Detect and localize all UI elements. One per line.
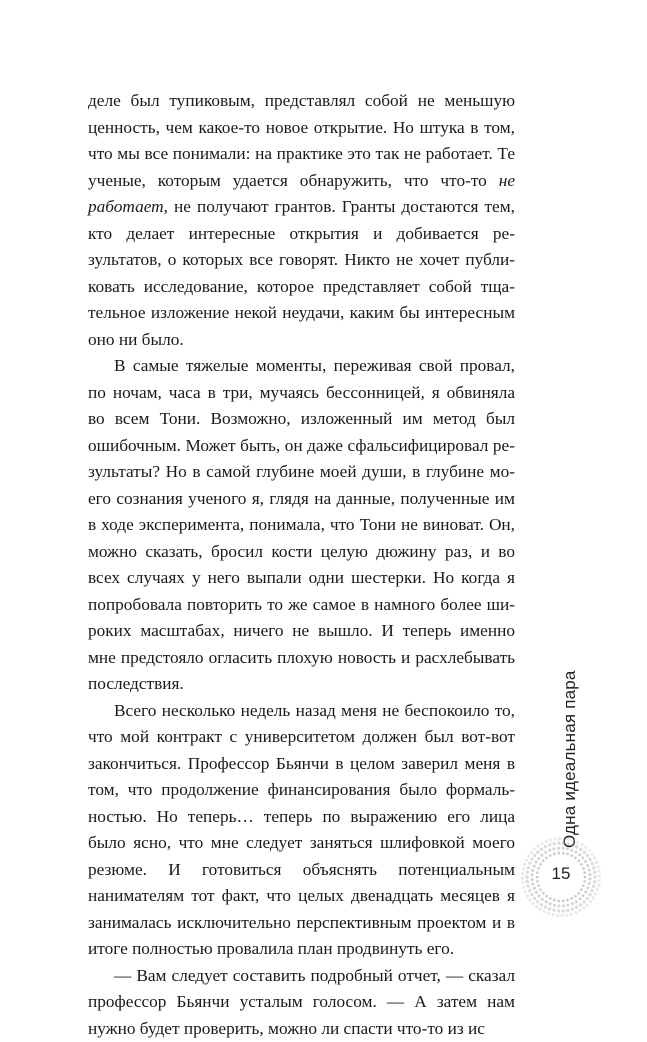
- ornament-dot: [553, 904, 556, 907]
- ornament-dot: [583, 851, 586, 854]
- ornament-dot: [553, 853, 556, 856]
- paragraph-3: Всего несколько недель назад меня не беспокоило то, что мой контракт с университетом должен был вот-вот закончиться. Профессор Бьянчи в целом заверил меня в том, что продолжение финансирования было формальностью. Но теперь… теперь по выражению его лица было ясно, что мне следует заняться шлифовкой моего резюме. И готовиться объяснять потенциальным нанимателям тот факт, что целых двенадцать месяцев я занималась исключительно перспективным проектом и в итоге полностью провалила план продвинуть его.: [88, 698, 515, 963]
- ornament-dot: [570, 854, 573, 857]
- ornament-dot: [582, 900, 585, 903]
- ornament-dot: [566, 853, 569, 856]
- ornament-dot: [526, 894, 529, 897]
- ornament-dot: [574, 851, 577, 854]
- body-text: [88, 88, 515, 1042]
- ornament-dot: [544, 851, 547, 854]
- ornament-dot: [549, 897, 552, 900]
- ornament-dot: [589, 900, 592, 903]
- ornament-dot: [545, 857, 548, 860]
- ornament-dot: [576, 841, 579, 844]
- ornament-dot: [582, 906, 585, 909]
- ornament-dot: [544, 905, 547, 908]
- ornament-dot: [554, 837, 557, 840]
- ornament-dot: [557, 909, 560, 912]
- ornament-dot: [562, 904, 565, 907]
- ornament-dot: [544, 845, 547, 848]
- ornament-dot: [577, 860, 580, 863]
- ornament-dot: [574, 895, 577, 898]
- ornament-dot: [574, 911, 577, 914]
- ornament-dot: [548, 849, 551, 852]
- ornament-dot: [545, 895, 548, 898]
- ornament-dot: [584, 890, 587, 893]
- ornament-dot: [541, 898, 544, 901]
- ornament-dot: [530, 858, 533, 861]
- ornament-dot: [562, 909, 565, 912]
- ornament-dot: [581, 856, 584, 859]
- ornament-dot: [567, 904, 570, 907]
- ornament-dot: [530, 893, 533, 896]
- ornament-dot: [575, 900, 578, 903]
- ornament-dot: [527, 855, 530, 858]
- ornament-dot: [553, 842, 556, 845]
- ornament-dot: [587, 849, 590, 852]
- ornament-dot: [586, 903, 589, 906]
- ornament-dot: [574, 857, 577, 860]
- ornament-dot: [533, 897, 536, 900]
- ornament-dot: [557, 841, 560, 844]
- ornament-dot: [567, 838, 570, 841]
- ornament-dot: [552, 847, 555, 850]
- ornament-dot: [570, 897, 573, 900]
- ornament-dot: [536, 900, 539, 903]
- ornament-dot: [548, 843, 551, 846]
- ornament-dot: [540, 854, 543, 857]
- ornament-dot: [556, 914, 559, 917]
- ornament-dot: [563, 837, 566, 840]
- ornament-dot: [553, 899, 556, 902]
- ornament-dot: [536, 850, 539, 853]
- ornament-dot: [540, 842, 543, 845]
- ornament-dot: [547, 912, 550, 915]
- page-number: 15: [521, 864, 601, 884]
- ornament-dot: [594, 892, 597, 895]
- ornament-dot: [539, 908, 542, 911]
- ornament-dot: [533, 847, 536, 850]
- ornament-dot: [582, 884, 585, 887]
- ornament-dot: [566, 847, 569, 850]
- ornament-dot: [579, 848, 582, 851]
- ornament-dot: [537, 884, 540, 887]
- ornament-dot: [557, 847, 560, 850]
- ornament-dot: [549, 902, 552, 905]
- ornament-dot: [592, 885, 595, 888]
- ornament-dot: [543, 910, 546, 913]
- ornament-dot: [537, 844, 540, 847]
- ornament-dot: [562, 900, 565, 903]
- ornament-dot: [565, 913, 568, 916]
- ornament-dot: [537, 857, 540, 860]
- emphasis-not-working: не работает: [88, 171, 515, 217]
- paragraph-1-part-a: деле был тупиковым, представлял собой не меньшую ценность, чем какое-то новое открытие. Но штука в том, что мы все понимали: на практике это так не работает. Те ученые, которым удается обнаружить, что что-то: [88, 91, 515, 190]
- ornament-dot: [562, 841, 565, 844]
- ornament-dot: [582, 894, 585, 897]
- paragraph-1: [88, 88, 515, 353]
- ornament-dot: [571, 907, 574, 910]
- ornament-dot: [571, 902, 574, 905]
- ornament-dot: [562, 847, 565, 850]
- ornament-dot: [592, 896, 595, 899]
- ornament-dot: [566, 842, 569, 845]
- ornament-dot: [580, 843, 583, 846]
- ornament-dot: [588, 893, 591, 896]
- ornament-dot: [540, 903, 543, 906]
- ornament-dot: [545, 840, 548, 843]
- ornament-dot: [535, 891, 538, 894]
- ornament-dot: [528, 898, 531, 901]
- ornament-dot: [542, 892, 545, 895]
- ornament-dot: [535, 905, 538, 908]
- ornament-dot: [577, 892, 580, 895]
- ornament-dot: [586, 854, 589, 857]
- ornament-dot: [590, 889, 593, 892]
- ornament-dot: [571, 843, 574, 846]
- ornament-dot: [584, 860, 587, 863]
- ornament-dot: [580, 888, 583, 891]
- folio: [521, 837, 601, 917]
- ornament-dot: [588, 858, 591, 861]
- ornament-dot: [575, 906, 578, 909]
- ornament-dot: [552, 909, 555, 912]
- ornament-dot: [558, 837, 561, 840]
- ornament-dot: [549, 838, 552, 841]
- ornament-dot: [545, 900, 548, 903]
- ornament-dot: [579, 903, 582, 906]
- ornament-dot: [566, 899, 569, 902]
- ornament-dot: [578, 853, 581, 856]
- ornament-dot: [579, 897, 582, 900]
- ornament-dot: [542, 860, 545, 863]
- ornament-dot: [538, 895, 541, 898]
- ornament-dot: [561, 914, 564, 917]
- ornament-dot: [549, 854, 552, 857]
- ornament-dot: [557, 904, 560, 907]
- ornament-dot: [557, 900, 560, 903]
- ornament-dot: [551, 913, 554, 916]
- ornament-dot: [522, 886, 525, 889]
- ornament-dot: [557, 852, 560, 855]
- paragraph-1-part-b: , не получают грантов. Гранты достаются тем, кто делает интересные открытия и добивается результатов, о которых все говорят. Никто не хочет публиковать исследование, которое представляет собой тщательное изложение некой неудачи, каким бы интересным оно ни было.: [88, 197, 515, 349]
- ornament-dot: [548, 907, 551, 910]
- ornament-dot: [586, 886, 589, 889]
- ornament-dot: [527, 884, 530, 887]
- ornament-dot: [593, 856, 596, 859]
- ornament-dot: [533, 854, 536, 857]
- ornament-dot: [578, 909, 581, 912]
- ornament-dot: [575, 845, 578, 848]
- ornament-dot: [540, 847, 543, 850]
- ornament-dot: [562, 852, 565, 855]
- ornament-dot: [566, 909, 569, 912]
- paragraph-4: — Вам следует составить подробный отчет, — сказал профессор Бьянчи усталым голосом. — А затем нам нужно будет проверить, можно ли спасти что-то из ис: [88, 963, 515, 1042]
- ornament-dot: [570, 912, 573, 915]
- ornament-dot: [524, 890, 527, 893]
- ornament-dot: [530, 851, 533, 854]
- ornament-dot: [596, 888, 599, 891]
- paragraph-2: В самые тяжелые моменты, переживая свой провал, по ночам, часа в три, мучаясь бессонницей, я обвиняла во всем Тони. Возможно, изложенный им метод был ошибочным. Может быть, он даже сфальсифицировал результаты? Но в самой глубине моей души, в глубине моего сознания ученого я, глядя на данные, полученные им в ходе эксперимента, понимала, что Тони не виноват. Он, можно сказать, бросил кости целую дюжину раз, и во всех случаях у него выпали одни шестерки. Но когда я попробовала повторить то же самое в намного более широких масштабах, ничего не вышло. И теперь именно мне предстояло огласить плохую новость и расхлебывать последствия.: [88, 353, 515, 698]
- ornament-dot: [531, 902, 534, 905]
- ornament-dot: [590, 853, 593, 856]
- ornament-dot: [586, 897, 589, 900]
- running-head: Одна идеальная пара: [560, 670, 580, 848]
- ornament-dot: [533, 887, 536, 890]
- ornament-dot: [584, 846, 587, 849]
- ornament-dot: [525, 859, 528, 862]
- ornament-dot: [539, 888, 542, 891]
- ornament-dot: [528, 889, 531, 892]
- ornament-dot: [570, 849, 573, 852]
- ornament-dot: [572, 839, 575, 842]
